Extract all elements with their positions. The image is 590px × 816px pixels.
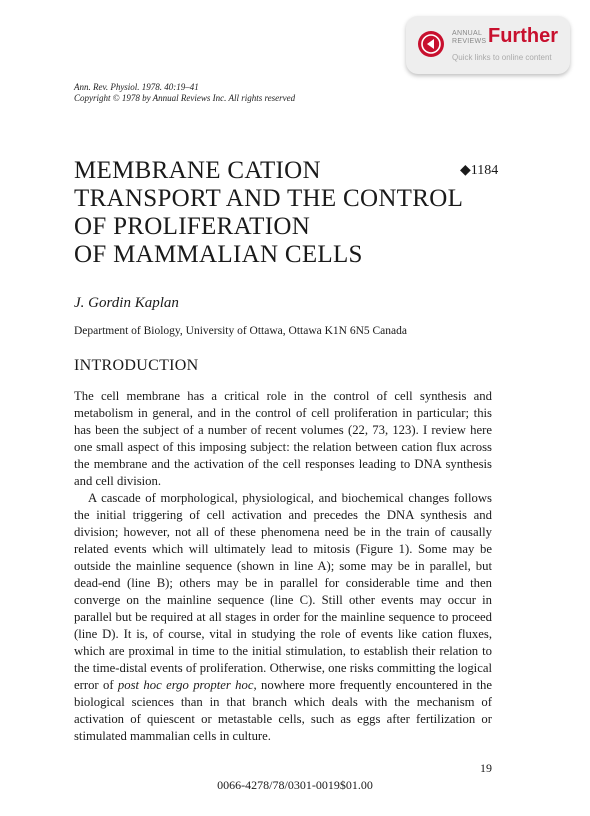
author-name: J. Gordin Kaplan (74, 295, 179, 311)
paragraph (74, 490, 492, 745)
paragraph-text: nowhere more frequently encountered in the biological sciences than in that branch which deals with the mechanism of activation of quiescent or metastable cells, such as eggs after fertilization or stimulated mammalian cells in culture. (74, 678, 492, 743)
arrow-circle-icon (418, 31, 444, 57)
latin-phrase: post hoc ergo propter hoc, (117, 678, 257, 692)
citation-line-1: Ann. Rev. Physiol. 1978. 40:19–41 (74, 82, 199, 92)
badge-annual-label: ANNUAL (452, 30, 483, 37)
citation-line-2: Copyright © 1978 by Annual Reviews Inc. All rights reserved (74, 93, 296, 103)
author-affiliation: Department of Biology, University of Ottawa, Ottawa K1N 6N5 Canada (74, 325, 407, 337)
article-title (74, 157, 474, 269)
footer-code: 0066-4278/78/0301-0019$01.00 (217, 778, 373, 792)
paragraph-text: The cell membrane has a critical role in the control of cell synthesis and metabolism in general, and in the control of cell proliferation in particular; this has been the subject of a number of recent volumes (22, 73, 123). I review here one small aspect of this imposing subject: the relation between cation flux across the membrane and the activation of the cell responses leading to DNA synthesis and cell division. (74, 389, 492, 488)
badge-reviews-label: REVIEWS (452, 38, 487, 45)
paragraph-text: A cascade of morphological, physiological, and biochemical changes follows the initial triggering of cell activation and precedes the DNA synthesis and division; however, not all of these phenomena need be in the train of causally related events which will ultimately lead to mitosis (Figure 1). Some may be outside the mainline sequence (shown in line A); some may be in parallel, but dead-end (line B); others may be in parallel for considerable time and then converge on the mainline sequence (line C). Still other events may occur in parallel but be required at all stages in order for the mainline sequence to proceed (line D). It is, of course, vital in studying the role of events like cation fluxes, which are proximal in time to the initial stimulation, to establish their relation to the time-distal events of proliferation. Otherwise, one risks committing the logical error of (74, 491, 492, 692)
badge-subtitle: Quick links to online content (452, 53, 552, 62)
journal-citation (74, 82, 295, 104)
title-line: TRANSPORT AND THE CONTROL (74, 185, 464, 212)
page-number: 19 (480, 761, 492, 775)
catalog-number: ◆1184 (460, 163, 499, 178)
section-heading: INTRODUCTION (74, 357, 199, 374)
title-line: OF PROLIFERATION (74, 213, 311, 240)
title-line: MEMBRANE CATION (74, 157, 321, 184)
annual-reviews-further-badge[interactable] (406, 16, 570, 74)
paragraph (74, 388, 492, 490)
badge-further-label: Further (488, 25, 558, 47)
body-text (74, 388, 492, 745)
title-line: OF MAMMALIAN CELLS (74, 241, 363, 268)
